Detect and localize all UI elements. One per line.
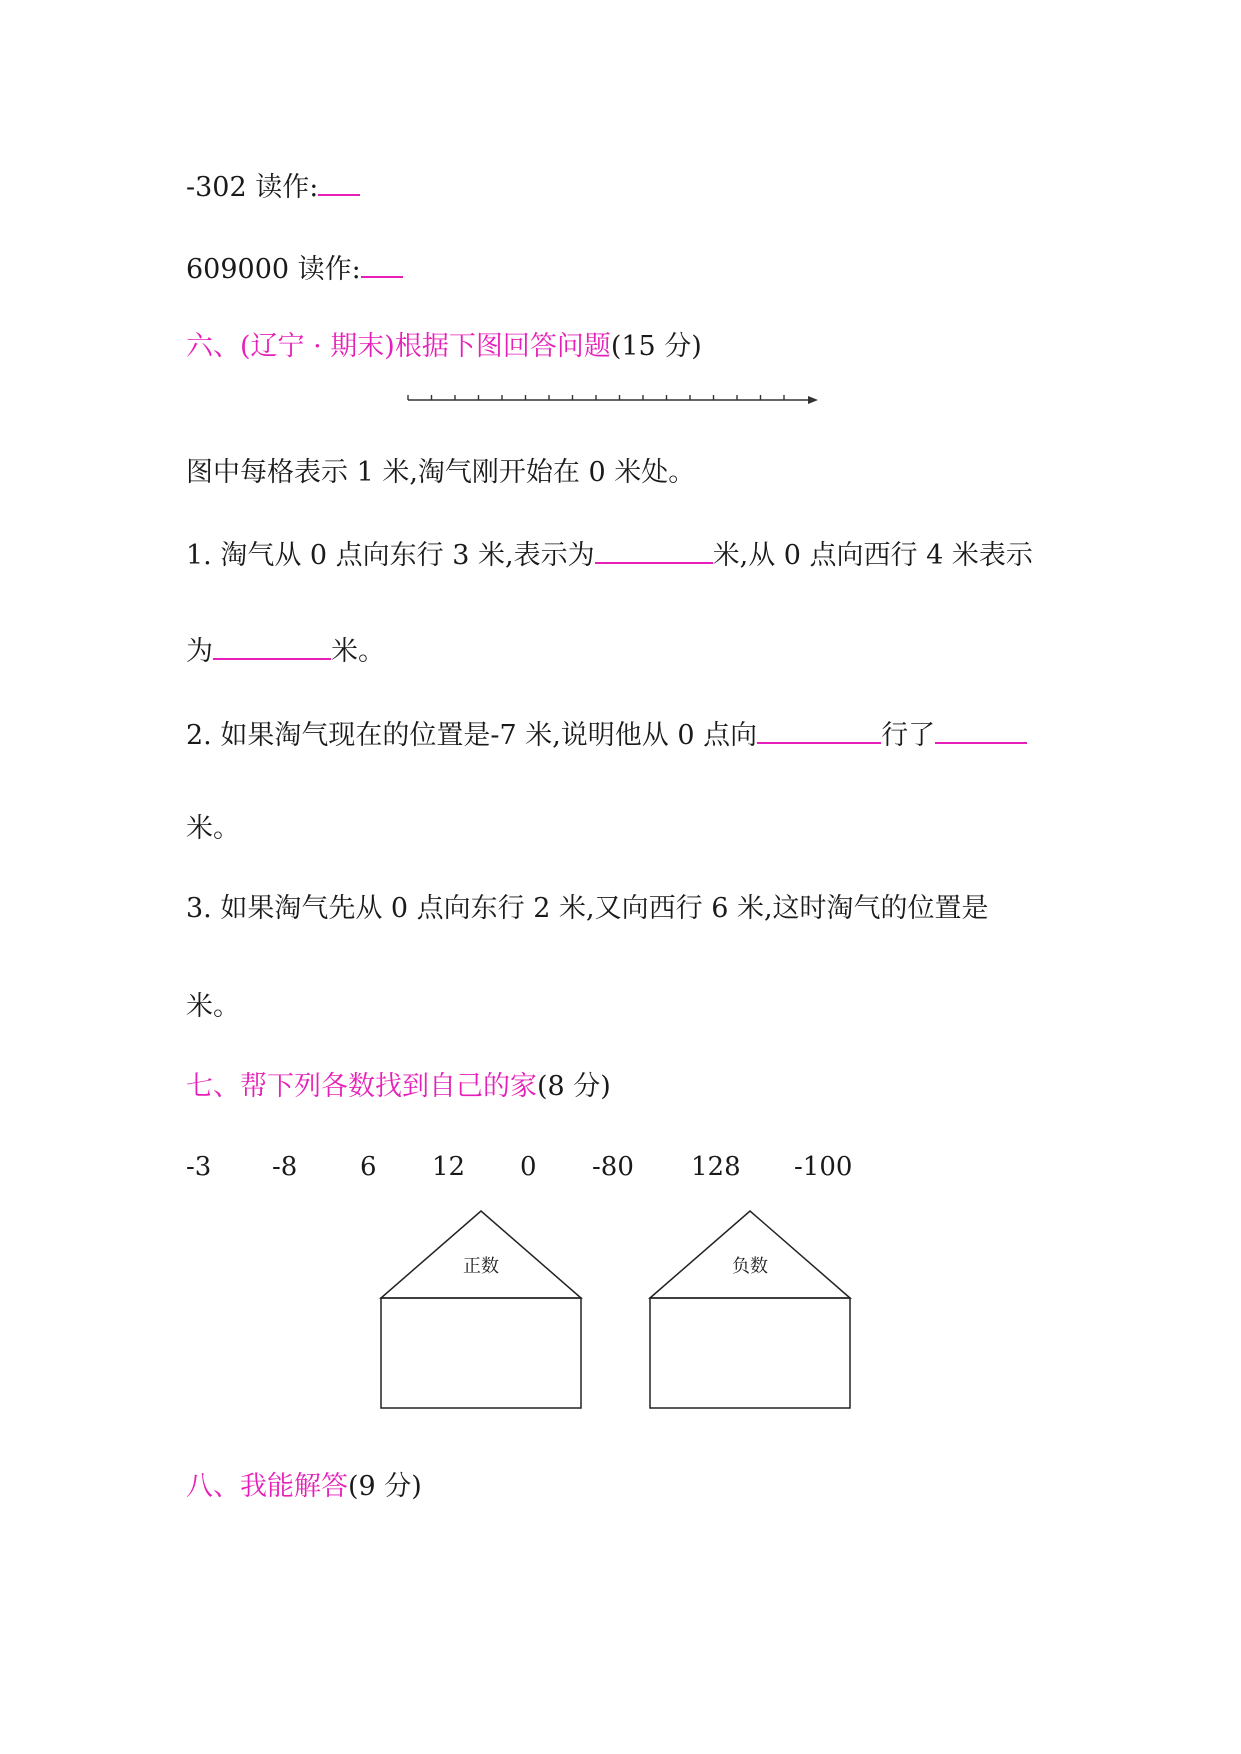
number-item[interactable]: -100 [794,1152,853,1182]
q1-blank-east[interactable] [595,536,713,564]
question-2-line-1: 2. 如果淘气现在的位置是-7 米,说明他从 0 点向 行了 [186,716,1027,753]
section-8-score: (9 分) [348,1471,422,1502]
number-item[interactable]: -8 [272,1152,298,1182]
number-item[interactable]: 6 [360,1152,377,1182]
q2-blank-distance[interactable] [935,716,1027,744]
question-1-line-1: 1. 淘气从 0 点向东行 3 米,表示为 米,从 0 点向西行 4 米表示 [186,536,1033,573]
house-negative-body [650,1298,850,1408]
number-item[interactable]: -80 [592,1152,634,1182]
section-8-heading [186,1470,422,1504]
question-1-line-2: 为 米。 [186,632,385,669]
house-positive-body [381,1298,581,1408]
house-negative [650,1211,850,1408]
section-7-heading [186,1070,611,1104]
house-positive-label: 正数 [463,1256,499,1277]
number-item[interactable]: 12 [432,1152,466,1182]
reading-2-label: 609000 读作: [186,254,361,285]
question-3-line-2: 米。 [186,991,240,1022]
q2-blank-direction[interactable] [757,716,881,744]
section-6-score: (15 分) [610,331,702,362]
number-item[interactable]: -3 [186,1152,212,1182]
reading-1-label: -302 读作: [186,172,319,203]
section-7-title: 七、帮下列各数找到自己的家 [186,1071,537,1102]
section-7-score: (8 分) [537,1071,611,1102]
house-negative-label: 负数 [732,1256,768,1277]
number-line-arrow [808,396,818,404]
question-2-line-2: 米。 [186,813,240,844]
section-6-title: 六、(辽宁 · 期末)根据下图回答问题 [186,331,611,362]
question-3-line-1: 3. 如果淘气先从 0 点向东行 2 米,又向西行 6 米,这时淘气的位置是 [186,893,989,924]
number-item[interactable]: 0 [520,1152,537,1182]
section-6-intro: 图中每格表示 1 米,淘气刚开始在 0 米处。 [186,457,696,488]
section-8-title: 八、我能解答 [186,1471,348,1502]
q1-blank-west[interactable] [213,632,331,660]
number-item[interactable]: 128 [691,1152,741,1182]
house-positive [381,1211,581,1408]
